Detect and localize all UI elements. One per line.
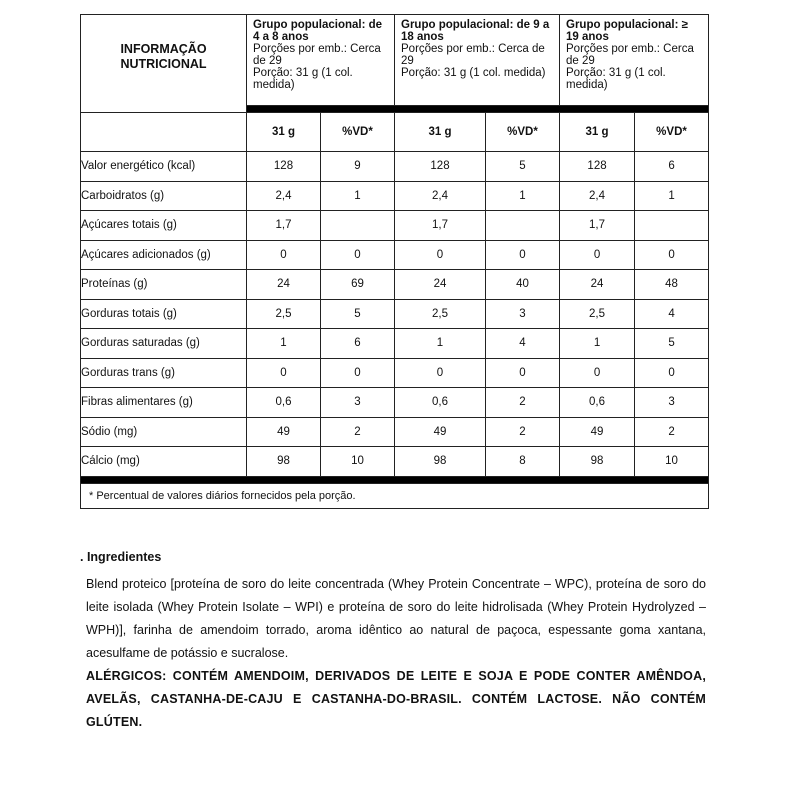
value-cell: 8 [486,447,560,477]
value-cell: 6 [635,152,709,182]
table-row [81,270,709,300]
col-vd: %VD* [486,113,560,152]
value-cell: 0 [560,358,635,388]
value-cell: 128 [560,152,635,182]
col-vd: %VD* [635,113,709,152]
value-cell: 5 [321,299,395,329]
nutrient-name: Gorduras totais (g) [81,299,247,329]
value-cell: 0 [247,240,321,270]
value-cell: 0 [560,240,635,270]
value-cell: 98 [395,447,486,477]
nutrient-name: Cálcio (mg) [81,447,247,477]
col-portion: 31 g [247,113,321,152]
value-cell: 0 [395,240,486,270]
value-cell: 9 [321,152,395,182]
footnote: * Percentual de valores diários fornecidos pela porção. [81,483,709,508]
table-row [81,152,709,182]
nutrient-name: Carboidratos (g) [81,181,247,211]
value-cell: 1,7 [247,211,321,241]
value-cell: 1 [486,181,560,211]
value-cell: 1,7 [560,211,635,241]
value-cell: 1 [635,181,709,211]
value-cell: 49 [395,417,486,447]
nutrition-table [80,14,709,509]
table-row [81,447,709,477]
value-cell: 2 [635,417,709,447]
value-cell: 1,7 [395,211,486,241]
group-header-9-18: Grupo populacional: de 9 a 18 anos Porções por emb.: Cerca de 29 Porção: 31 g (1 col. medida) [395,15,560,106]
value-cell: 24 [560,270,635,300]
value-cell: 0 [486,240,560,270]
table-row [81,388,709,418]
value-cell: 3 [486,299,560,329]
value-cell: 1 [321,181,395,211]
nutrient-name: Valor energético (kcal) [81,152,247,182]
value-cell: 0 [247,358,321,388]
ingredients-title: . Ingredientes [80,550,162,564]
value-cell: 98 [247,447,321,477]
value-cell: 3 [321,388,395,418]
ingredients-section [80,550,706,734]
value-cell: 2 [486,417,560,447]
value-cell [321,211,395,241]
nutrient-name: Gorduras saturadas (g) [81,329,247,359]
footnote-row [81,483,709,508]
value-cell: 24 [395,270,486,300]
value-cell: 0,6 [560,388,635,418]
value-cell: 2,5 [247,299,321,329]
value-cell: 2,4 [560,181,635,211]
allergens-text: ALÉRGICOS: CONTÉM AMENDOIM, DERIVADOS DE LEITE E SOJA E PODE CONTER AMÊNDOA, AVELÃS, CASTANHA-DE-CAJU E CASTANHA-DO-BRASIL. CONTÉM LACTOSE. NÃO CONTÉM GLÚTEN. [86,669,706,729]
value-cell: 0 [321,358,395,388]
nutrient-name: Gorduras trans (g) [81,358,247,388]
value-cell: 2,5 [560,299,635,329]
col-portion: 31 g [560,113,635,152]
value-cell: 10 [635,447,709,477]
group-header-4-8: Grupo populacional: de 4 a 8 anos Porções por emb.: Cerca de 29 Porção: 31 g (1 col. medida) [247,15,395,106]
value-cell: 2,4 [395,181,486,211]
nutrient-name: Proteínas (g) [81,270,247,300]
table-row [81,240,709,270]
value-cell [635,211,709,241]
empty-header-cell [81,113,247,152]
value-cell: 128 [247,152,321,182]
value-cell: 0 [635,240,709,270]
value-cell: 1 [395,329,486,359]
value-cell: 2,4 [247,181,321,211]
value-cell: 2 [321,417,395,447]
value-cell: 0 [486,358,560,388]
value-cell: 10 [321,447,395,477]
nutrient-name: Sódio (mg) [81,417,247,447]
table-row [81,329,709,359]
col-portion: 31 g [395,113,486,152]
footer-divider [81,476,709,483]
value-cell: 0 [395,358,486,388]
table-row [81,358,709,388]
value-cell: 1 [247,329,321,359]
col-vd: %VD* [321,113,395,152]
table-row [81,417,709,447]
value-cell: 1 [560,329,635,359]
value-cell: 40 [486,270,560,300]
value-cell: 69 [321,270,395,300]
column-headers [81,113,709,152]
value-cell: 5 [486,152,560,182]
value-cell: 0,6 [247,388,321,418]
value-cell: 2 [486,388,560,418]
value-cell: 0,6 [395,388,486,418]
value-cell: 4 [486,329,560,359]
nutrient-name: Açúcares adicionados (g) [81,240,247,270]
value-cell: 128 [395,152,486,182]
value-cell: 0 [635,358,709,388]
table-title: INFORMAÇÃO NUTRICIONAL [81,15,247,113]
value-cell: 5 [635,329,709,359]
value-cell: 49 [560,417,635,447]
table-row [81,299,709,329]
group-header-19-plus: Grupo populacional: ≥ 19 anos Porções por emb.: Cerca de 29 Porção: 31 g (1 col. medida) [560,15,709,106]
value-cell [486,211,560,241]
nutrient-name: Açúcares totais (g) [81,211,247,241]
value-cell: 3 [635,388,709,418]
nutrient-name: Fibras alimentares (g) [81,388,247,418]
value-cell: 4 [635,299,709,329]
value-cell: 49 [247,417,321,447]
table-row [81,211,709,241]
value-cell: 48 [635,270,709,300]
table-row [81,181,709,211]
ingredients-text: Blend proteico [proteína de soro do leite concentrada (Whey Protein Concentrate – WPC), proteína de soro do leite isolada (Whey Protein Isolate – WPI) e proteína de soro do leite hidrolisada (Whey Protein Hydrolyzed – WPH)], farinha de amendoim torrado, aroma idêntico ao natural de paçoca, espessante goma xantana, acesulfame de potássio e sucralose. [86,577,706,660]
value-cell: 98 [560,447,635,477]
value-cell: 6 [321,329,395,359]
value-cell: 2,5 [395,299,486,329]
value-cell: 24 [247,270,321,300]
value-cell: 0 [321,240,395,270]
